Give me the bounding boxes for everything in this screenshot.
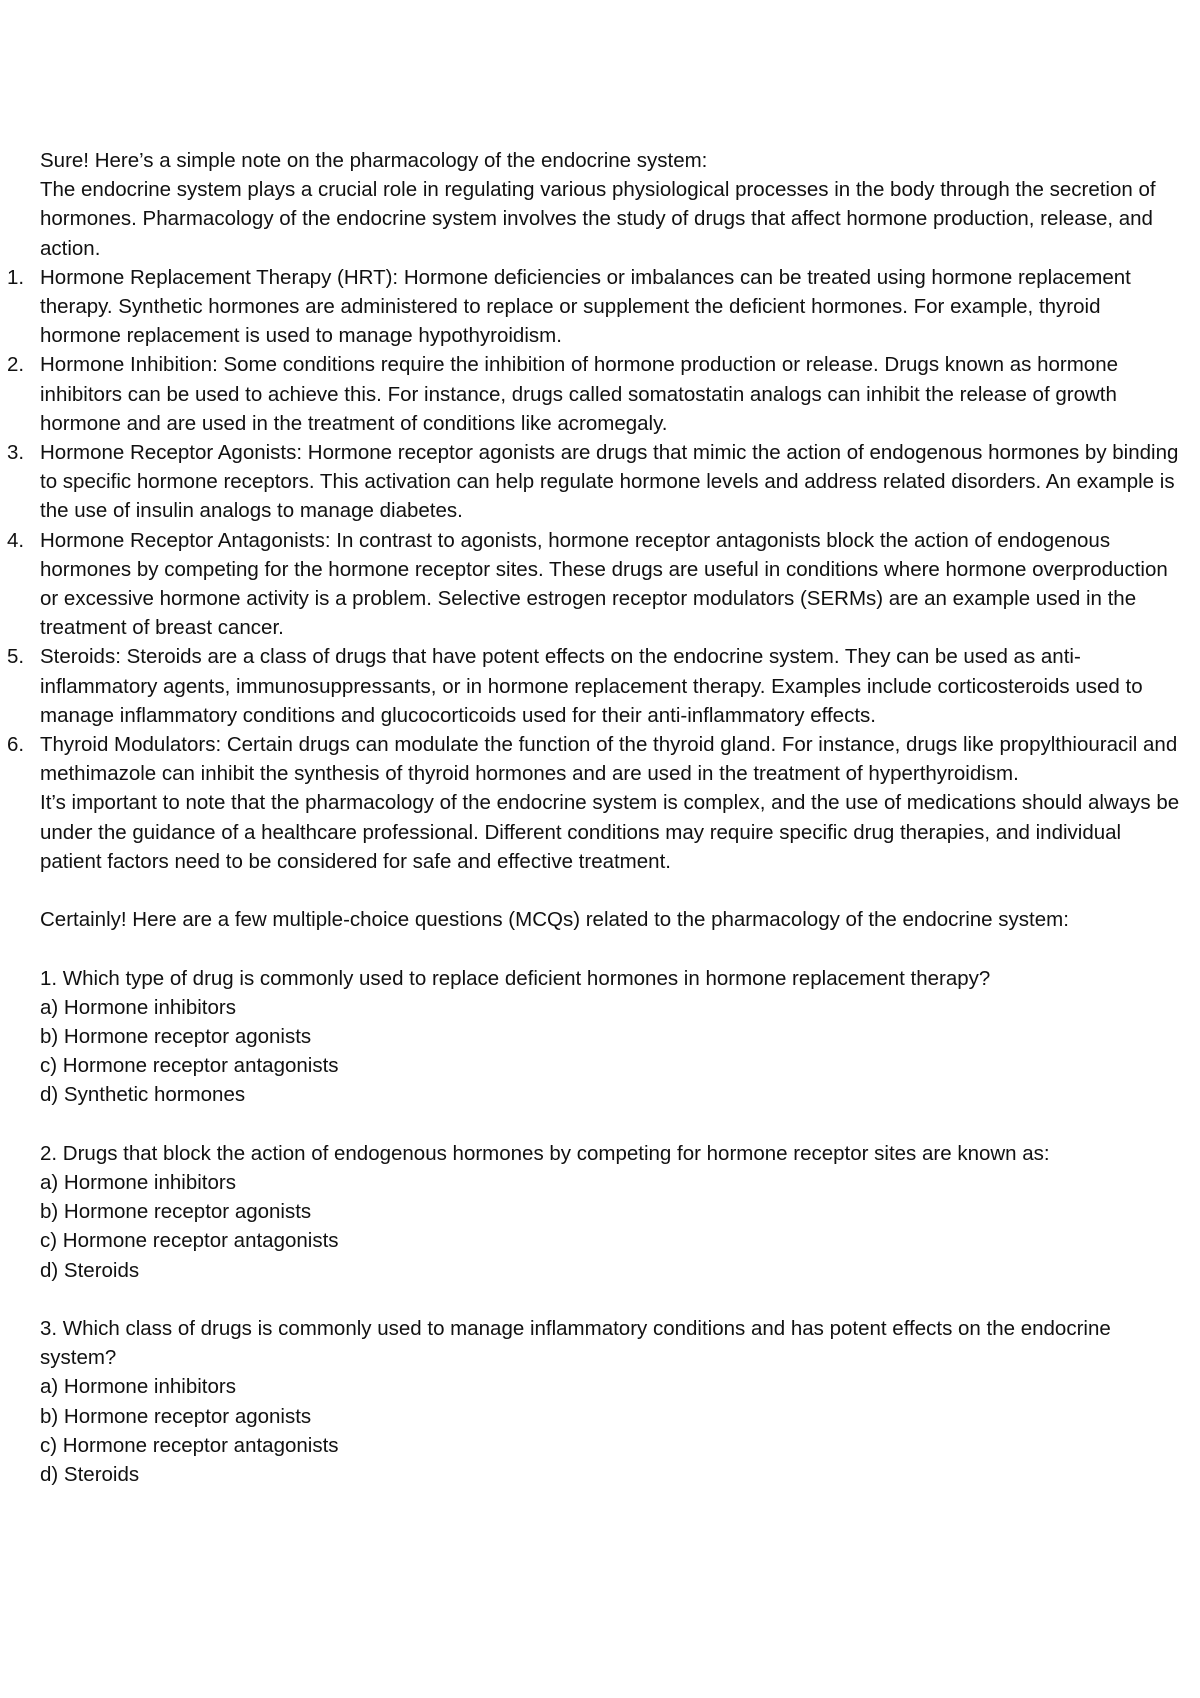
mcq-question-1	[40, 964, 1180, 1110]
mcq-question-2	[40, 1139, 1180, 1285]
pharmacology-list	[7, 263, 1180, 789]
list-item	[7, 350, 1180, 438]
option-b: b) Hormone receptor agonists	[40, 1025, 312, 1049]
list-item	[7, 730, 1180, 788]
option-a: a) Hormone inhibitors	[40, 1375, 236, 1399]
list-item	[7, 263, 1180, 351]
document-page	[7, 146, 1180, 1489]
spacer	[40, 1285, 1180, 1314]
question-text: 3. Which class of drugs is commonly used to manage inflammatory conditions and has potent effects on the endocrine system?	[40, 1317, 1111, 1370]
option-c: c) Hormone receptor antagonists	[40, 1433, 339, 1457]
list-item-number: 5.	[7, 645, 25, 669]
list-item-number: 2.	[7, 353, 25, 377]
option-d: d) Steroids	[40, 1258, 140, 1282]
list-item-text: Hormone Replacement Therapy (HRT): Hormone deficiencies or imbalances can be treated using hormone replacement therapy. Synthetic hormones are administered to replace or supplement the deficient hormones. For example, thyroid hormone replacement is used to manage hypothyroidism.	[40, 265, 1131, 348]
question-text: 2. Drugs that block the action of endogenous hormones by competing for hormone receptor sites are known as:	[40, 1141, 1050, 1165]
mcq-question-3	[40, 1314, 1180, 1489]
spacer	[40, 934, 1180, 963]
list-item-text: Hormone Receptor Antagonists: In contrast to agonists, hormone receptor antagonists block the action of endogenous hormones by competing for the hormone receptor sites. These drugs are useful in conditions where hormone overproduction or excessive hormone activity is a problem. Selective estrogen receptor modulators (SERMs) are an example used in the treatment of breast cancer.	[40, 528, 1168, 640]
list-item-number: 6.	[7, 733, 25, 757]
list-item-text: Hormone Inhibition: Some conditions require the inhibition of hormone production or release. Drugs known as hormone inhibitors can be used to achieve this. For instance, drugs called somatostatin analogs can inhibit the release of growth hormone and are used in the treatment of conditions like acromegaly.	[40, 353, 1118, 435]
spacer	[40, 876, 1180, 905]
closing-paragraph: It’s important to note that the pharmacology of the endocrine system is complex, and the use of medications should always be under the guidance of a healthcare professional. Different conditions may require specific drug therapies, and individual patient factors need to be considered for safe and effective treatment.	[40, 791, 1180, 873]
option-d: d) Steroids	[40, 1463, 140, 1487]
option-c: c) Hormone receptor antagonists	[40, 1229, 339, 1253]
list-item	[7, 642, 1180, 730]
option-b: b) Hormone receptor agonists	[40, 1200, 312, 1224]
list-item-number: 4.	[7, 528, 25, 552]
spacer	[40, 1110, 1180, 1139]
list-item	[7, 526, 1180, 643]
list-item-text: Hormone Receptor Agonists: Hormone receptor agonists are drugs that mimic the action of endogenous hormones by binding to specific hormone receptors. This activation can help regulate hormone levels and address related disorders. An example is the use of insulin analogs to manage diabetes.	[40, 441, 1179, 523]
option-d: d) Synthetic hormones	[40, 1083, 246, 1107]
option-c: c) Hormone receptor antagonists	[40, 1054, 339, 1078]
intro-greeting: Sure! Here’s a simple note on the pharmacology of the endocrine system:	[40, 149, 708, 172]
list-item-text: Thyroid Modulators: Certain drugs can modulate the function of the thyroid gland. For instance, drugs like propylthiouracil and methimazole can inhibit the synthesis of thyroid hormones and are used in the treatment of hyperthyroidism.	[40, 733, 1178, 786]
mcq-intro: Certainly! Here are a few multiple-choice questions (MCQs) related to the pharmacology of the endocrine system:	[40, 908, 1069, 932]
option-a: a) Hormone inhibitors	[40, 995, 236, 1019]
intro-paragraph: The endocrine system plays a crucial role in regulating various physiological processes in the body through the secretion of hormones. Pharmacology of the endocrine system involves the study of drugs that affect hormone production, release, and action.	[40, 178, 1156, 260]
list-item-text: Steroids: Steroids are a class of drugs that have potent effects on the endocrine system. They can be used as anti-inflammatory agents, immunosuppressants, or in hormone replacement therapy. Examples include corticosteroids used to manage inflammatory conditions and glucocorticoids used for their anti-inflammatory effects.	[40, 645, 1143, 727]
list-item-number: 1.	[7, 265, 25, 289]
option-a: a) Hormone inhibitors	[40, 1171, 236, 1195]
option-b: b) Hormone receptor agonists	[40, 1404, 312, 1428]
list-item	[7, 438, 1180, 526]
list-item-number: 3.	[7, 441, 25, 465]
question-text: 1. Which type of drug is commonly used to replace deficient hormones in hormone replacement therapy?	[40, 966, 991, 990]
